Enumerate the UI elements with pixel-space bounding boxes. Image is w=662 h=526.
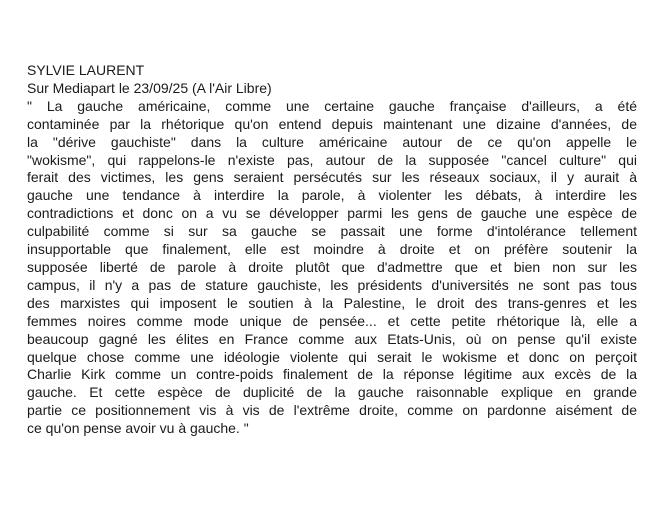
- quote-line: gauche. Et cette espèce de duplicité de la gauche raisonnable explique en grande: [27, 384, 637, 401]
- quote-line: ce qu'on pense avoir vu à gauche. ": [27, 420, 249, 437]
- quote-line: Charlie Kirk comme un contre-poids finalement de la réponse légitime aux excès de la: [27, 366, 637, 383]
- quote-line: campus, il n'y a pas de stature gauchiste, les présidents d'universités ne sont pas tous: [27, 276, 637, 293]
- author-name: SYLVIE LAURENT: [27, 62, 145, 78]
- quote-line: quelque chose comme une idéologie violente qui serait le wokisme et donc on perçoit: [27, 348, 637, 365]
- quote-line: " La gauche américaine, comme une certaine gauche française d'ailleurs, a été: [27, 97, 637, 114]
- quote-line: "wokisme", qui rappelons-le n'existe pas, autour de la supposée "cancel culture" qui: [27, 151, 637, 168]
- document: [27, 62, 637, 438]
- quote-line: supposée liberté de parole à droite plutôt que d'admettre que et bien non sur les: [27, 258, 637, 275]
- quote-line: contradictions et donc on a vu se développer parmi les gens de gauche une espèce de: [27, 205, 637, 222]
- quote-line: partie ce positionnement vis à vis de l'extrême droite, comme on pardonne aisément de: [27, 402, 637, 419]
- quote-line: insupportable que finalement, elle est moindre à droite et on préfère soutenir la: [27, 241, 637, 258]
- quote-line: des marxistes qui imposent le soutien à la Palestine, le droit des trans-genres et les: [27, 294, 637, 311]
- quote-line: gauche une tendance à interdire la parole, à violenter les débats, à interdire les: [27, 187, 637, 204]
- quote-line: femmes noires comme mode unique de pensée... et cette petite rhétorique là, elle a: [27, 312, 637, 329]
- quote-line: beaucoup gagné les élites en France comme aux Etats-Unis, où on pense qu'il existe: [27, 330, 637, 347]
- quote-paragraph: [27, 98, 637, 438]
- quote-line: la "dérive gauchiste" dans la culture américaine autour de ce qu'on appelle le: [27, 133, 637, 150]
- source-line: Sur Mediapart le 23/09/25 (A l'Air Libre): [27, 79, 272, 96]
- quote-line: contaminée par la rhétorique qu'on entend depuis maintenant une dizaine d'années, de: [27, 115, 637, 132]
- quote-line: ferait des victimes, les gens seraient persécutés sur les réseaux sociaux, il y aurait à: [27, 169, 637, 186]
- quote-line: culpabilité comme si sur sa gauche se passait une forme d'intolérance tellement: [27, 223, 637, 240]
